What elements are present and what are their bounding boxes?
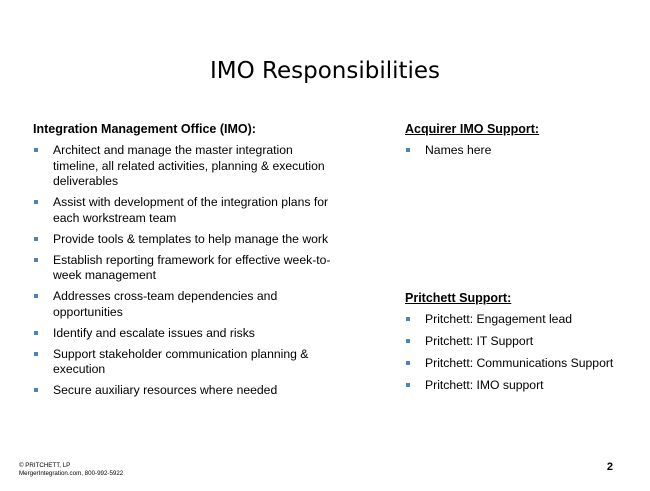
list-item xyxy=(33,253,333,284)
list-item xyxy=(405,378,625,394)
bullet-icon xyxy=(406,148,410,152)
list-item-text: Identify and escalate issues and risks xyxy=(53,325,255,340)
acquirer-heading: Acquirer IMO Support: xyxy=(405,122,540,136)
bullet-icon xyxy=(34,352,38,356)
pritchett-section xyxy=(405,290,625,400)
acquirer-section xyxy=(405,121,625,165)
list-item-text: Pritchett: IMO support xyxy=(425,378,544,392)
bullet-icon xyxy=(34,258,38,262)
bullet-icon xyxy=(34,331,38,335)
footer-copyright xyxy=(19,462,123,478)
list-item xyxy=(33,326,333,342)
list-item-text: Pritchett: Communications Support xyxy=(425,356,614,370)
bullet-icon xyxy=(406,361,410,365)
list-item xyxy=(405,334,625,350)
list-item xyxy=(33,383,333,399)
list-item-text: Assist with development of the integration plans for each workstream team xyxy=(53,195,329,225)
list-item-text: Support stakeholder communication planning & execution xyxy=(53,346,309,376)
bullet-icon xyxy=(34,237,38,241)
list-item-text: Provide tools & templates to help manage the work xyxy=(53,231,329,246)
list-item-text: Architect and manage the master integration timeline, all related activities, planning & execution deliverables xyxy=(53,143,325,188)
list-item-text: Addresses cross-team dependencies and opportunities xyxy=(53,289,278,319)
list-item xyxy=(33,347,333,378)
list-item xyxy=(405,312,625,328)
bullet-icon xyxy=(34,200,38,204)
list-item xyxy=(33,232,333,248)
bullet-icon xyxy=(34,294,38,298)
list-item xyxy=(405,356,625,372)
list-item xyxy=(405,143,625,159)
bullet-icon xyxy=(406,317,410,321)
bullet-icon xyxy=(406,383,410,387)
slide-title: IMO Responsibilities xyxy=(209,58,441,84)
list-item-text: Establish reporting framework for effective week-to-week management xyxy=(53,252,331,282)
list-item xyxy=(33,195,333,226)
list-item-text: Secure auxiliary resources where needed xyxy=(53,383,278,397)
pritchett-list xyxy=(405,312,625,394)
footer-line-2: MergerIntegration.com, 800-992-5922 xyxy=(19,470,124,477)
bullet-icon xyxy=(406,339,410,343)
imo-section xyxy=(33,121,333,404)
list-item-text: Pritchett: Engagement lead xyxy=(425,312,573,326)
acquirer-list xyxy=(405,143,625,159)
page-number: 2 xyxy=(606,461,613,473)
list-item xyxy=(33,289,333,320)
footer-line-1: © PRITCHETT, LP xyxy=(19,462,71,469)
pritchett-heading: Pritchett Support: xyxy=(405,291,512,305)
bullet-icon xyxy=(34,148,38,152)
imo-heading: Integration Management Office (IMO): xyxy=(33,122,256,136)
list-item xyxy=(33,143,333,190)
list-item-text: Names here xyxy=(425,143,492,157)
bullet-icon xyxy=(34,388,38,392)
imo-list xyxy=(33,143,333,399)
list-item-text: Pritchett: IT Support xyxy=(425,334,534,348)
